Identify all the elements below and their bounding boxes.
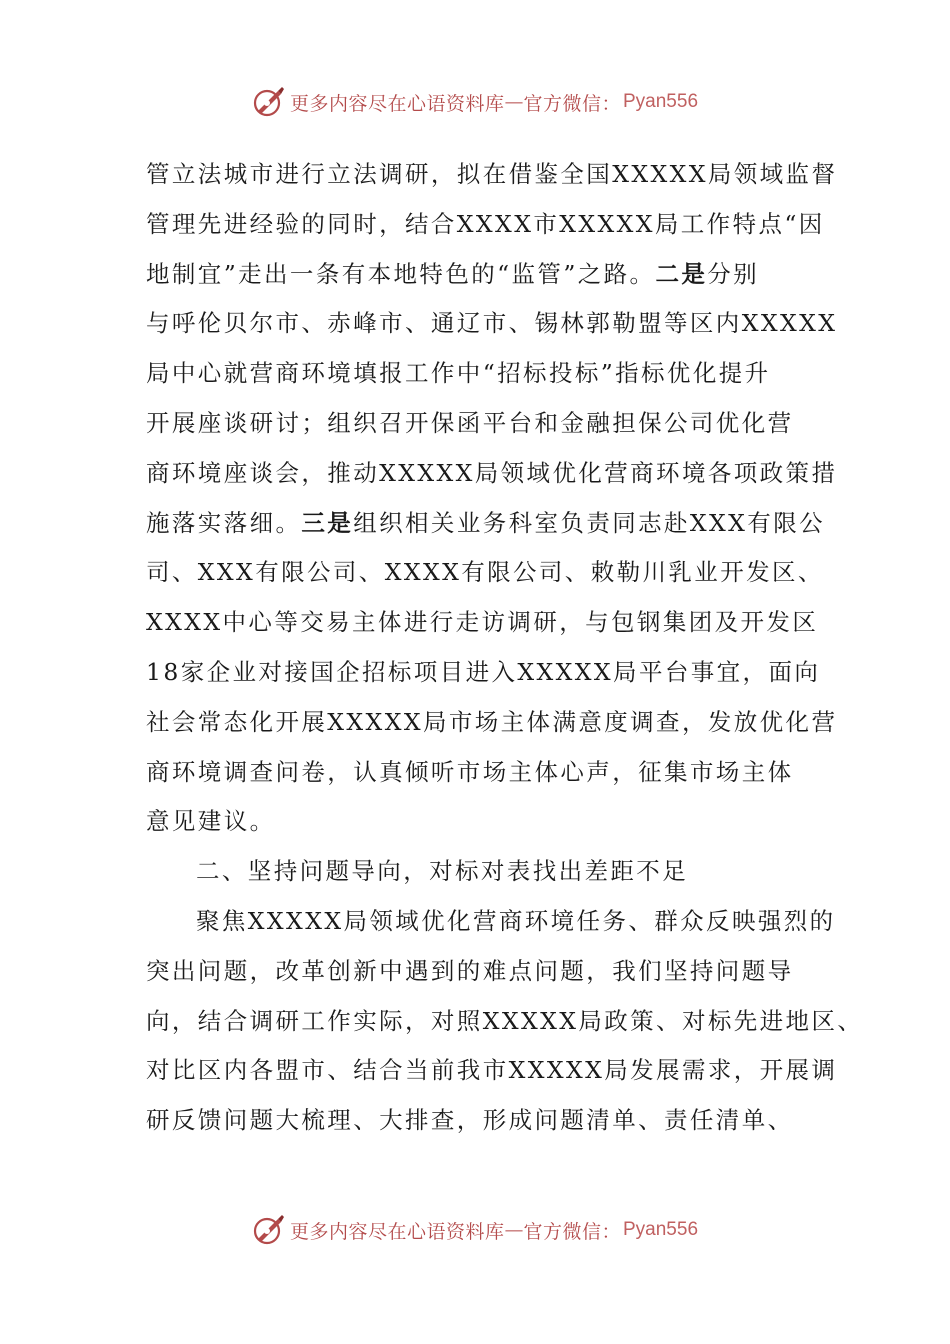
banner-separator: — — [504, 1219, 524, 1241]
banner-contact-id: Pyan556 — [623, 91, 699, 112]
text-line: 商环境座谈会，推动XXXXX局领域优化营商环境各项政策措 — [146, 458, 838, 487]
text-line: 商环境调查问卷，认真倾听市场主体心声，征集市场主体 — [146, 757, 794, 786]
text-line: 管立法城市进行立法调研，拟在借鉴全国XXXXX局领域监督 — [146, 160, 838, 188]
banner-text: 更多内容尽在心语资料库 — [289, 92, 505, 115]
text-line: 局中心就营商环境填报工作中“招标投标”指标优化提升 — [146, 359, 771, 388]
text-run: 施落实落细。 — [146, 508, 302, 537]
banner-contact-id: Pyan556 — [623, 1219, 699, 1240]
text-line: 聚焦XXXXX局领域优化营商环境任务、群众反映强烈的 — [196, 906, 836, 935]
text-run: 组织相关业务科室负责同志赴XXX有限公 — [353, 508, 826, 537]
banner-text: 更多内容尽在心语资料库 — [289, 1220, 505, 1243]
text-run: 地制宜”走出一条有本地特色的“监管”之路。 — [146, 259, 656, 288]
text-line: 突出问题，改革创新中遇到的难点问题，我们坚持问题导 — [146, 956, 794, 985]
header-banner — [0, 82, 950, 122]
text-line: 18家企业对接国企招标项目进入XXXXX局平台事宜，面向 — [146, 657, 821, 686]
pen-logo-icon — [252, 1213, 286, 1247]
bold-marker-three: 三是 — [301, 508, 354, 537]
text-line: 与呼伦贝尔市、赤峰市、通辽市、锡林郭勒盟等区内XXXXX — [146, 309, 838, 338]
text-run: 分别 — [707, 259, 760, 288]
document-body — [146, 150, 864, 1146]
text-line: 意见建议。 — [146, 807, 276, 836]
banner-separator: — — [504, 91, 524, 113]
text-line: 向，结合调研工作实际，对照XXXXX局政策、对标先进地区、 — [146, 1006, 864, 1035]
bold-marker-two: 二是 — [655, 259, 708, 288]
text-line: 司、XXX有限公司、XXXX有限公司、敕勒川乳业开发区、 — [146, 558, 824, 587]
text-line: 开展座谈研讨；组织召开保函平台和金融担保公司优化营 — [146, 408, 794, 437]
section-heading: 二、坚持问题导向，对标对表找出差距不足 — [196, 857, 689, 886]
text-line: 对比区内各盟市、结合当前我市XXXXX局发展需求，开展调 — [146, 1056, 838, 1085]
banner-contact-label: 官方微信： — [523, 1220, 621, 1243]
text-line — [146, 250, 826, 300]
text-line: 社会常态化开展XXXXX局市场主体满意度调查，发放优化营 — [146, 707, 838, 736]
footer-banner — [0, 1210, 950, 1250]
banner-contact-label: 官方微信： — [523, 92, 621, 115]
text-line — [146, 499, 826, 549]
text-line: 研反馈问题大梳理、大排查，形成问题清单、责任清单、 — [146, 1106, 794, 1135]
pen-logo-icon — [252, 85, 286, 119]
text-line: XXXX中心等交易主体进行走访调研，与包钢集团及开发区 — [146, 608, 819, 637]
text-line: 管理先进经验的同时，结合XXXX市XXXXX局工作特点“因 — [146, 209, 825, 238]
